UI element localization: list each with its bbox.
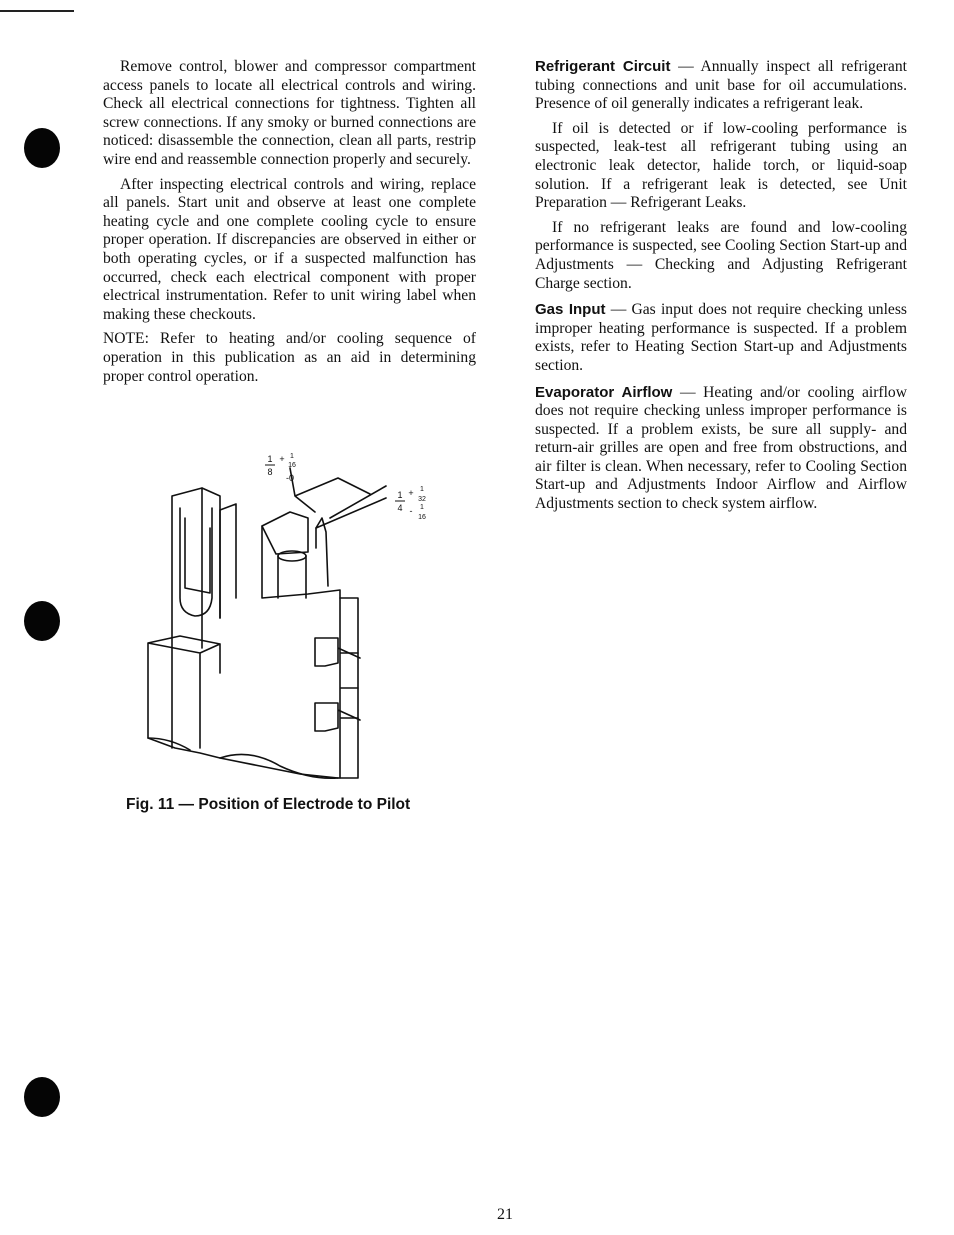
dim-right-plus: +: [408, 488, 414, 498]
section-gas-input: [535, 301, 907, 375]
section-refrigerant-circuit: [535, 58, 907, 114]
right-column: [535, 58, 907, 520]
electrode-pilot-drawing: [140, 448, 450, 788]
dim-left-plus: +: [279, 454, 285, 464]
paragraph-electrical-inspection: Remove control, blower and compressor compartment access panels to locate all electrical controls and wiring. Check all electrical connections for tightness. Tighten all screw connections. If any smoky or burned connections are noticed: disassemble the connection, clean all parts, restrip wire end and reassemble connection properly and securely.: [103, 58, 476, 168]
heading-evaporator-airflow: Evaporator Airflow: [535, 383, 673, 401]
pilot-cylinder-body: [278, 556, 306, 598]
dim-right-plus-den: 32: [418, 496, 426, 503]
binder-hole-middle: [24, 601, 60, 641]
paragraph-after-inspecting: After inspecting electrical controls and wiring, replace all panels. Start unit and observe at least one complete heating cycle and one complete cooling cycle to ensure proper operation. If discrepancies are observed in either or both operating cycles, or if a suspected malfunction has occurred, check each electrical component with proper electrical instrumentation. Refer to unit wiring label when making these checkouts.: [103, 175, 476, 323]
figure-caption: Fig. 11 — Position of Electrode to Pilot: [126, 796, 411, 813]
housing-slot-2: [315, 703, 360, 731]
top-rule: [0, 10, 74, 12]
binder-hole-top: [24, 128, 60, 168]
electrode-rod: [316, 518, 328, 586]
dim-right-minus: -: [409, 506, 413, 516]
dim-right-minus-den: 16: [418, 514, 426, 521]
dim-right-plus-num: 1: [420, 486, 424, 493]
left-column: [103, 58, 476, 392]
housing-slot-1: [315, 638, 360, 666]
section-evaporator-airflow: [535, 384, 907, 514]
housing-panel: [340, 598, 358, 778]
dim-left-minus: -0: [285, 473, 295, 483]
dim-line-horizontal: [290, 468, 370, 512]
bracket-face: [185, 518, 210, 593]
evaporator-airflow-text: — Heating and/or cooling airflow does not require checking unless improper performance is suspected. If a problem exists, be sure all supply- and return-air grilles are open and free from obstructions, and air filter is clean. When necessary, refer to Cooling Section Start-up and Adjustments Indoor Airflow and Airflow Adjustments section to check system airflow.: [535, 383, 907, 513]
dim-right-denom: 4: [397, 503, 403, 513]
note-paragraph: NOTE: Refer to heating and/or cooling sequence of operation in this publication as an aid in determining proper control operation.: [103, 330, 476, 385]
paragraph-oil-detected: If oil is detected or if low-cooling performance is suspected, leak-test all refrigerant tubing using an electronic leak detector, halide torch, or liquid-soap solution. If a refrigerant leak is detected, see Unit Preparation — Refrigerant Leaks.: [535, 119, 907, 212]
refrigerant-circuit-text: — Annually inspect all refrigerant tubing connections and unit base for oil accumulations. Presence of oil generally indicates a refrigerant leak.: [535, 58, 907, 113]
dim-right-minus-num: 1: [420, 504, 424, 511]
dim-left-whole: 1: [267, 454, 273, 464]
binder-hole-bottom: [24, 1077, 60, 1117]
gas-input-text: — Gas input does not require checking unless improper heating performance is suspected. If a problem exists, refer to Heating Section Start-up and Adjustments section.: [535, 301, 907, 374]
page-number: 21: [497, 1206, 513, 1223]
figure-electrode-pilot: [140, 448, 450, 788]
paragraph-no-leaks: If no refrigerant leaks are found and low-cooling performance is suspected, see Cooling Section Start-up and Adjustments — Checking and Adjusting Refrigerant Charge section.: [535, 218, 907, 292]
housing-right: [262, 526, 358, 778]
base-curve: [148, 738, 338, 778]
heading-gas-input: Gas Input: [535, 301, 606, 319]
dim-left-plus-den: 16: [288, 462, 296, 469]
base-block: [148, 636, 338, 778]
dim-line-diagonal: [316, 486, 386, 528]
dim-left-plus-num: 1: [290, 453, 294, 460]
dim-right-whole: 1: [397, 490, 403, 500]
electrode-cap: [262, 512, 308, 554]
heading-refrigerant-circuit: Refrigerant Circuit: [535, 58, 671, 75]
dim-left-denom: 8: [267, 467, 273, 477]
center-block: [220, 504, 236, 618]
